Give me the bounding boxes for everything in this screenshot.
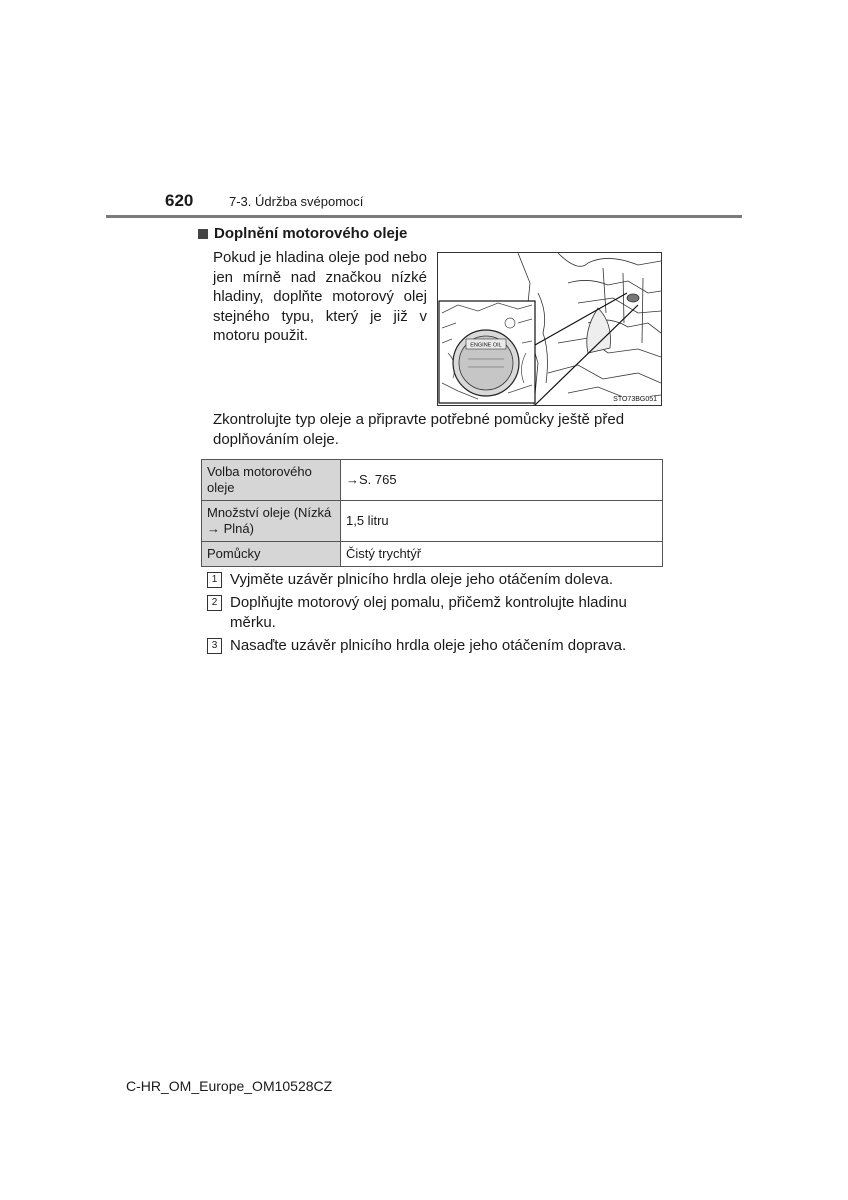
oil-cap-label: ENGINE OIL	[470, 342, 502, 349]
step-text: Doplňujte motorový olej pomalu, přičemž kontrolujte hladinu měrku.	[230, 594, 627, 631]
intro-paragraph: Pokud je hladina oleje pod nebo jen mírně nad značkou nízké hladiny, doplňte motorový olej stejného typu, který je již v motoru použit.	[213, 249, 427, 344]
table-row	[202, 542, 663, 567]
step-item	[207, 570, 662, 590]
figure-code: STO73BG051	[613, 396, 657, 403]
section-title: 7-3. Údržba svépomocí	[229, 194, 364, 209]
step-item	[207, 593, 662, 633]
section-heading	[198, 225, 407, 242]
document-footer: C-HR_OM_Europe_OM10528CZ	[126, 1078, 333, 1094]
step-item	[207, 636, 662, 656]
step-number-box: 2	[207, 595, 222, 611]
table-row	[202, 460, 663, 501]
engine-bay-drawing	[438, 253, 661, 405]
table-value: 1,5 litru	[341, 501, 663, 542]
header-divider	[106, 215, 742, 218]
table-value: Čistý trychtýř	[341, 542, 663, 567]
engine-oil-cap-illustration	[437, 252, 662, 406]
heading-text: Doplnění motorového oleje	[214, 225, 408, 242]
table-label: Množství oleje (Nízká → Plná)	[202, 501, 341, 542]
step-number-box: 3	[207, 638, 222, 654]
oil-spec-table	[201, 459, 663, 567]
step-text: Nasaďte uzávěr plnicího hrdla oleje jeho otáčením doprava.	[230, 637, 627, 654]
step-number-box: 1	[207, 572, 222, 588]
page-number: 620	[165, 191, 194, 210]
check-paragraph: Zkontrolujte typ oleje a připravte potřebné pomůcky ještě před doplňováním oleje.	[213, 411, 625, 448]
table-label: Volba motorového oleje	[202, 460, 341, 501]
square-bullet-icon	[198, 229, 208, 239]
table-row	[202, 501, 663, 542]
table-label: Pomůcky	[202, 542, 341, 567]
step-text: Vyjměte uzávěr plnicího hrdla oleje jeho otáčením doleva.	[230, 571, 613, 588]
table-value: →S. 765	[341, 460, 663, 501]
steps-list	[207, 570, 662, 659]
